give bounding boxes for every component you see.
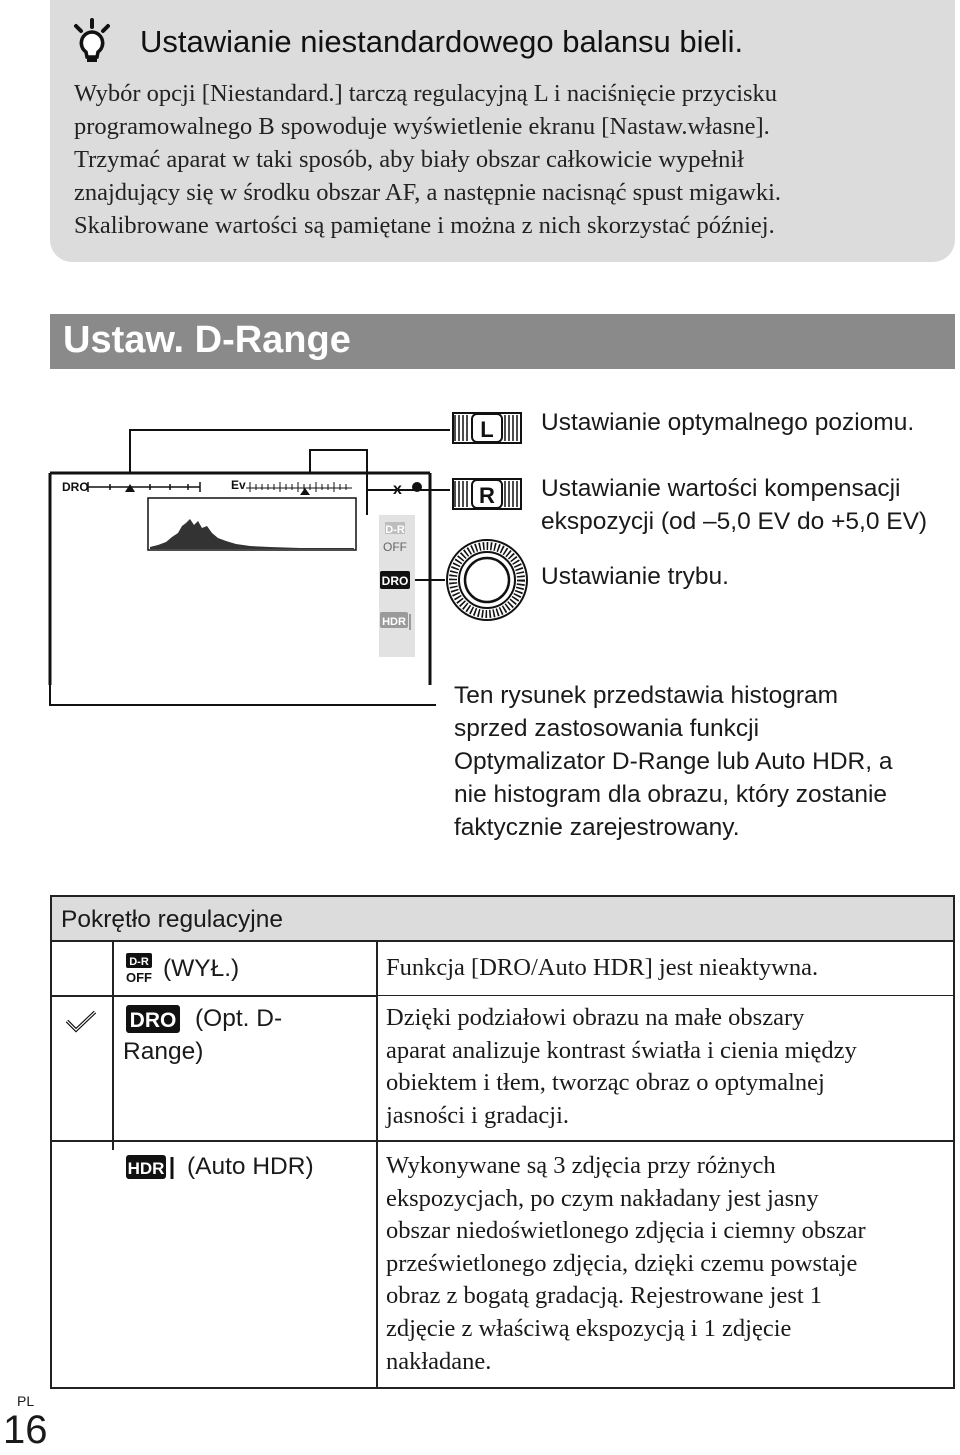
histogram-note-line: Optymalizator D-Range lub Auto HDR, a — [454, 748, 893, 775]
mode-description-line: obraz z bogatą gradacją. Rejestrowane jest 1 — [386, 1282, 823, 1310]
tip-text-line: programowalnego B spowoduje wyświetlenie ekranu [Nastaw.własne]. — [74, 113, 770, 140]
mode-description-line: zdjęcie z właściwą ekspozycją i 1 zdjęcie — [386, 1314, 792, 1342]
button-r-label: R — [479, 483, 495, 508]
mode-label: (WYŁ.) — [163, 955, 240, 982]
dr-off-icon-text-top: D-R — [129, 956, 149, 968]
mode-description-line: Wykonywane są 3 zdjęcia przy różnych — [386, 1152, 776, 1179]
lightbulb-icon — [72, 18, 112, 64]
mode-description-line: obiektem i tłem, tworząc obraz o optymalnej — [386, 1069, 825, 1097]
section-header — [50, 314, 955, 369]
mode-label: (Auto HDR) — [187, 1153, 314, 1180]
mode-label: Range) — [123, 1038, 204, 1065]
histogram-note-line: Ten rysunek przedstawia histogram — [454, 682, 839, 709]
control-dial-icon — [447, 540, 527, 620]
dr-off-icon-bottom: OFF — [383, 540, 407, 554]
dro-icon — [126, 1005, 182, 1033]
label-r-line: Ustawianie wartości kompensacji — [541, 475, 901, 502]
label-l: Ustawianie optymalnego poziomu. — [541, 409, 915, 436]
button-l-label: L — [480, 417, 494, 442]
d-range-diagram — [0, 395, 960, 865]
mode-description — [386, 952, 951, 985]
svg-text:x: x — [393, 481, 402, 498]
tip-text-line: Wybór opcji [Niestandard.] tarczą regulacyjną L i naciśnięcie przycisku — [74, 80, 778, 107]
histogram-note-line: nie histogram dla obrazu, który zostanie — [454, 781, 888, 808]
dr-off-icon — [126, 953, 154, 983]
ev-indicator-label: Ev — [231, 478, 246, 492]
mode-description-line: aparat analizuje kontrast światła i cienia między — [386, 1036, 857, 1064]
table-header-label: Pokrętło regulacyjne — [61, 906, 283, 933]
mode-description-line: ekspozycjach, po czym nakładany jest jasny — [386, 1184, 819, 1212]
tip-text-line: Trzymać aparat w taki sposób, aby biały obszar całkowicie wypełnił — [74, 146, 744, 173]
button-r-icon — [453, 479, 521, 509]
dro-icon-text: DRO — [129, 1009, 177, 1032]
histogram-note-line: faktycznie zarejestrowany. — [454, 814, 740, 841]
histogram-note-line: sprzed zastosowania funkcji — [454, 715, 760, 742]
dr-off-icon-text-bottom: OFF — [126, 970, 152, 983]
checkmark-icon — [64, 1008, 98, 1034]
mode-description-line: nakładane. — [386, 1347, 492, 1375]
control-dial-table — [50, 895, 955, 1389]
section-title: Ustaw. D-Range — [63, 319, 351, 361]
tip-text-line: znajdujący się w środku obszar AF, a następnie nacisnąć spust migawki. — [74, 179, 782, 206]
dro-icon: DRO — [381, 574, 409, 588]
mode-description-line: Dzięki podziałowi obrazu na małe obszary — [386, 1004, 805, 1031]
tip-title: Ustawianie niestandardowego balansu bieli. — [140, 24, 744, 59]
button-l-icon — [453, 413, 521, 443]
mode-label: (Opt. D- — [195, 1005, 283, 1032]
label-r-line: ekspozycji (od –5,0 EV do +5,0 EV) — [541, 508, 928, 535]
hdr-icon-text: HDR — [127, 1159, 165, 1178]
mode-description-line: prześwietlonego zdjęcia, dzięki czemu powstaje — [386, 1249, 858, 1277]
page-language: PL — [17, 1393, 35, 1409]
hdr-icon — [126, 1153, 178, 1181]
mode-description-line: Funkcja [DRO/Auto HDR] jest nieaktywna. — [386, 954, 819, 981]
mode-description-line: obszar niedoświetlonego zdjęcia i ciemny obszar — [386, 1217, 866, 1245]
tip-box — [50, 0, 955, 262]
mode-description-line: jasności i gradacji. — [386, 1101, 570, 1129]
mode-description — [386, 1150, 951, 1378]
label-dial: Ustawianie trybu. — [541, 563, 729, 590]
dro-indicator-label: DRO — [62, 480, 89, 494]
dr-off-icon-top: D-R — [385, 524, 405, 536]
mode-description — [386, 1002, 951, 1132]
tip-text-line: Skalibrowane wartości są pamiętane i można z nich skorzystać później. — [74, 212, 775, 239]
page-number: 16 — [3, 1408, 48, 1452]
table-header — [50, 895, 955, 942]
hdr-icon: HDR — [382, 616, 406, 628]
